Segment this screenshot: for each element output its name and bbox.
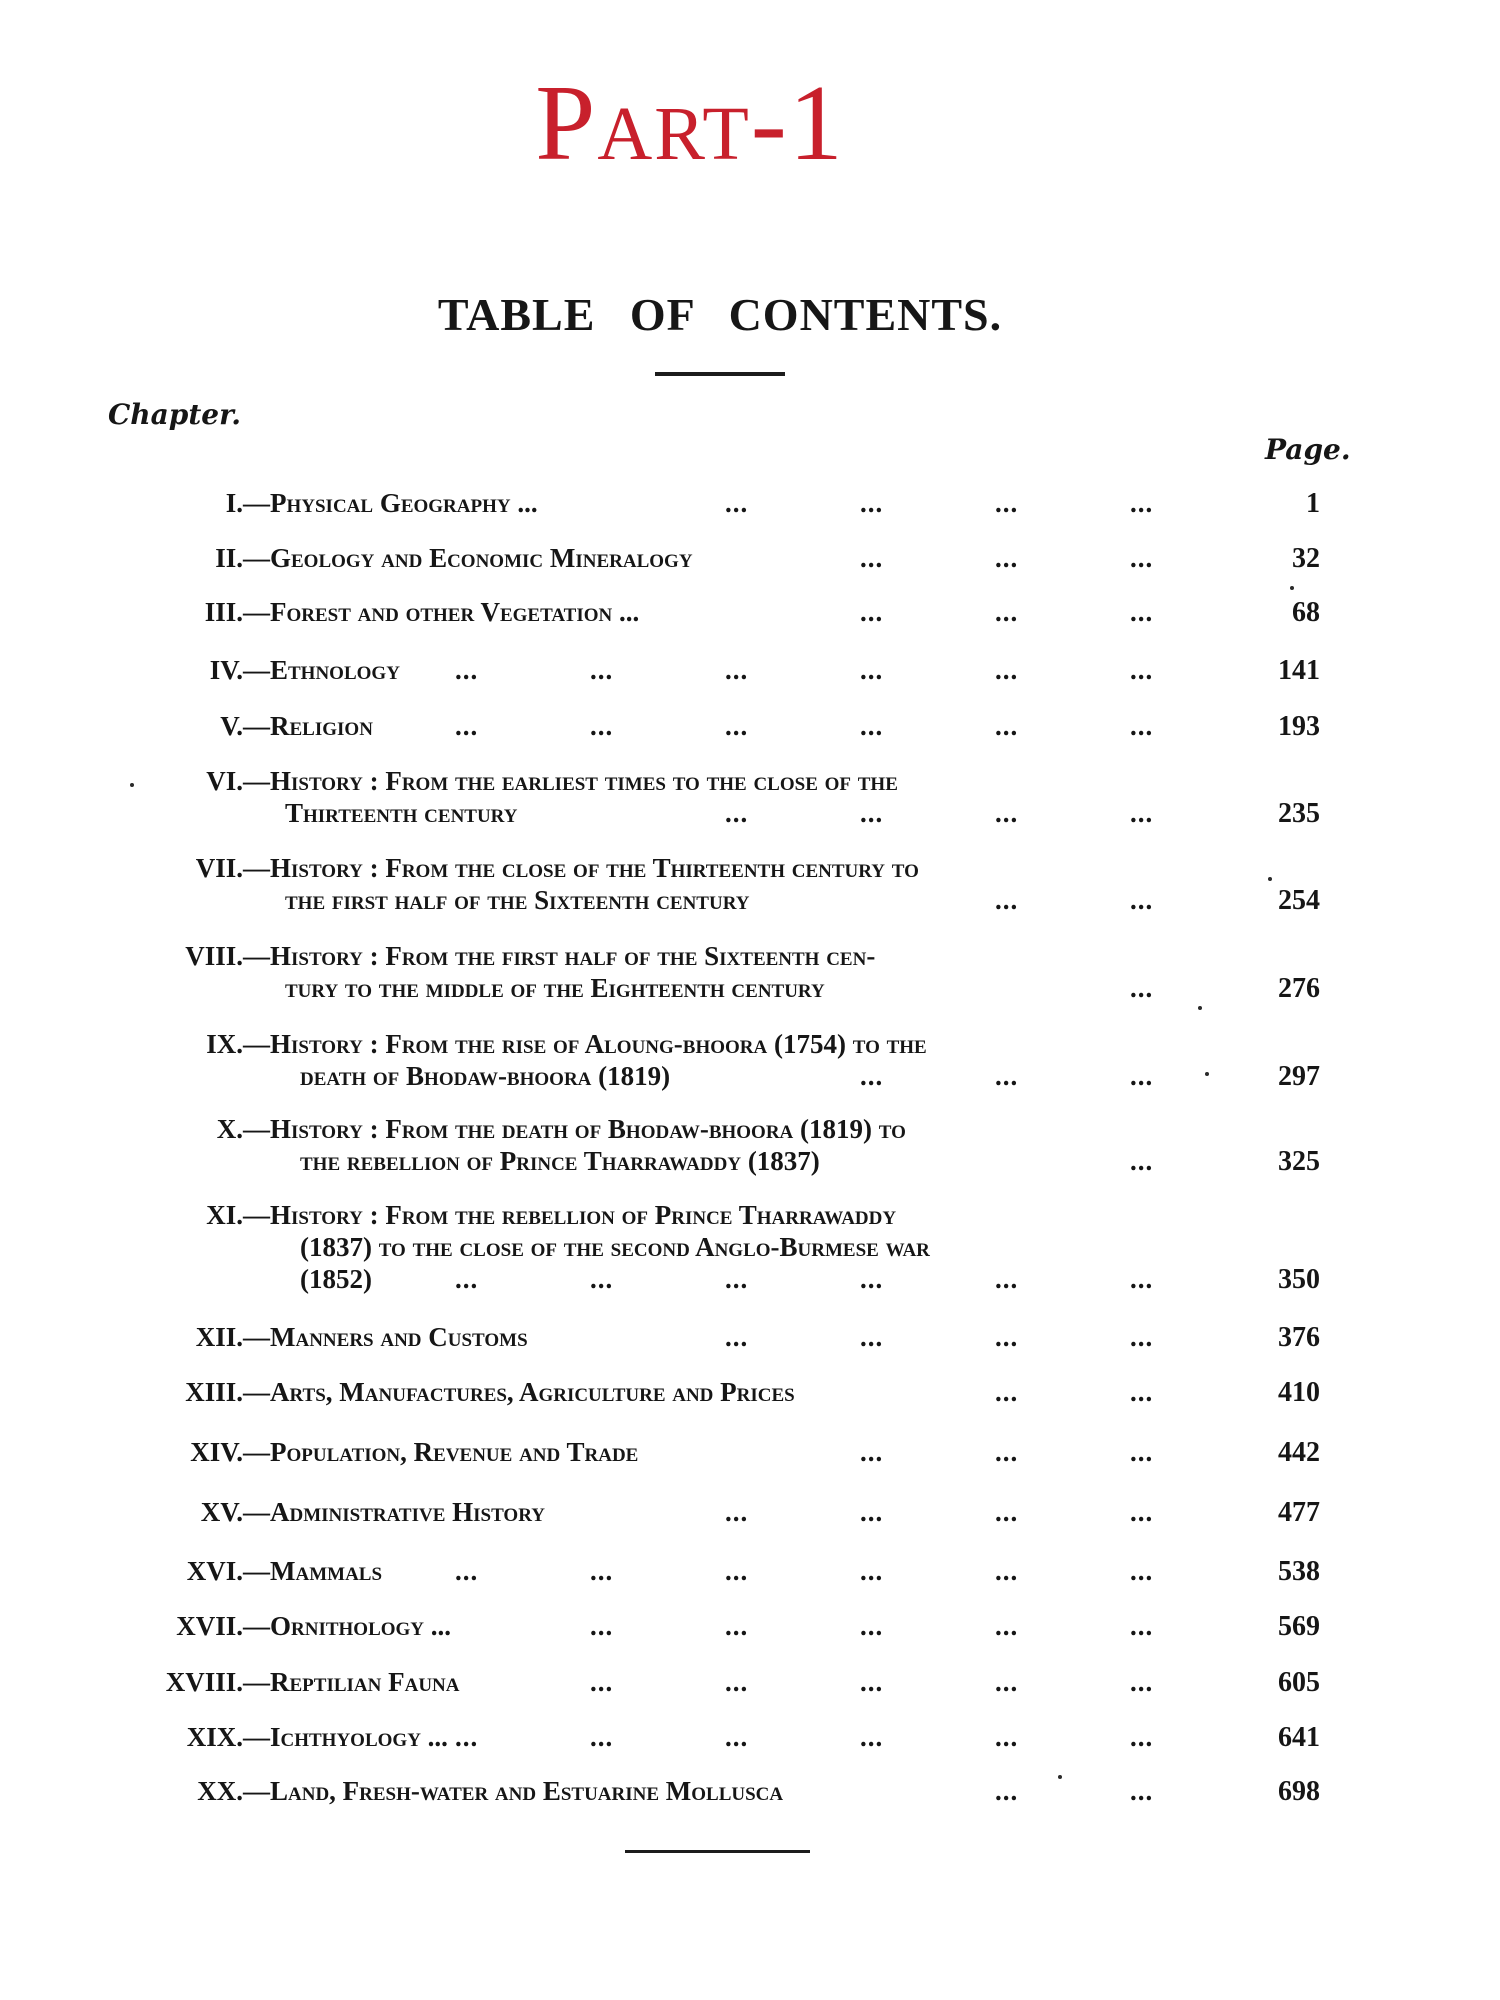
chapter-number: VI.: [206, 766, 243, 796]
closing-rule: [625, 1850, 810, 1853]
chapter-number: XVI.: [186, 1556, 243, 1586]
chapter-title: —Religion: [243, 711, 373, 741]
chapter-title-continued: tury to the middle of the Eighteenth century: [285, 973, 825, 1003]
chapter-title: —Physical Geography ...: [243, 488, 538, 518]
page-number: 32: [1292, 543, 1320, 574]
chapter-number: XIII.: [185, 1377, 243, 1407]
part-title: Part-1: [535, 64, 845, 183]
ink-speck: [1268, 877, 1272, 881]
page-number: 698: [1278, 1776, 1320, 1807]
toc-heading: TABLE OF CONTENTS.: [437, 289, 1003, 340]
chapter-number: XV.: [200, 1497, 243, 1527]
chapter-title: —Administrative History: [243, 1497, 545, 1527]
ink-speck: [1290, 586, 1294, 590]
chapter-title: —History : From the first half of the Sixteenth cen-: [243, 941, 876, 971]
chapter-number: XIV.: [190, 1437, 243, 1467]
chapter-number: XI.: [206, 1200, 243, 1230]
chapter-number: V.: [220, 711, 243, 741]
page-number: 68: [1292, 597, 1320, 628]
chapter-title-continued: the rebellion of Prince Tharrawaddy (1837): [300, 1146, 820, 1176]
chapter-title: —Mammals: [243, 1556, 383, 1586]
ink-speck: [1198, 1006, 1202, 1010]
chapter-title: —Population, Revenue and Trade: [243, 1437, 639, 1467]
chapter-title: —Reptilian Fauna: [243, 1667, 460, 1697]
chapter-number: XII.: [195, 1322, 243, 1352]
page-number: 442: [1278, 1437, 1320, 1468]
chapter-title: —History : From the rebellion of Prince Tharrawaddy: [243, 1200, 897, 1230]
page-number: 276: [1278, 973, 1320, 1004]
page-number: 1: [1306, 488, 1320, 519]
chapter-number: II.: [215, 543, 243, 573]
chapter-number: VIII.: [185, 941, 243, 971]
ink-speck: [1058, 1775, 1062, 1779]
chapter-title: —Ornithology ...: [243, 1611, 452, 1641]
page-number: 605: [1278, 1667, 1320, 1698]
chapter-number: XIX.: [186, 1722, 243, 1752]
page-number: 235: [1278, 798, 1320, 829]
document-page: Part-1 TABLE OF CONTENTS. Chapter. Page. I. —Physical Geography ... ... ... ... ... 1 II. —Geology and Economic Mineralogy ... ... ... 32 III. —Forest and other Vegetation ... ... ... ... 68 IV. —Ethnology ... ... ... ... ... ... 141 V. —Religion ... ... ... ... ... ... 193 VI. —History : From the earliest times to the close of the Thirteenth century ... ... ... ... 235 VII. —History : From the close of the Thirteenth century to the first half of the Sixteenth century ... ... 254 VIII. —History : From the first half of the Sixteenth cen- tury to the middle of the Eighteenth century ... 276 IX. —History : From the rise of Aloung-bhoora (1754) to the death of Bhodaw-bhoora (1819) ... ... ... 297 X. —History : From the death of Bhodaw-bhoora (1819) to the rebellion of Prince Tharrawaddy (1837) ... 325 XI. —History : From the rebellion of Prince Tharrawaddy (1837) to the close of the second Anglo-Burmese war (1852) ... ... ... ... ... ... 350 XII. —Manners and Customs ... ... ... ... 376 XIII. —Arts, Manufactures, Agriculture and Prices ... ... 410 XIV. —Population, Revenue and Trade ... ... ... 442 XV. —Administrative History ... ... ... ... 477 XVI. —Mammals ... ... ... ... ... ... 538 XVII. —Ornithology ... ... ... ... ... ... 569 XVIII. —Reptilian Fauna ... ... ... ... ... 605 XIX. —Ichthyology ... ... ... ... ... ... ... 641 XX. —Land, Fresh-water and Estuarine Mollusca ... ... 698: [0, 0, 1500, 2000]
chapter-number: XVII.: [176, 1611, 243, 1641]
chapter-title-continued: the first half of the Sixteenth century: [285, 885, 750, 915]
chapter-title: —Ethnology: [243, 655, 400, 685]
page-number: 350: [1278, 1264, 1320, 1295]
page-number: 477: [1278, 1497, 1320, 1528]
heading-rule: [655, 372, 785, 376]
chapter-title-continued: death of Bhodaw-bhoora (1819): [300, 1061, 671, 1091]
page-number: 410: [1278, 1377, 1320, 1408]
page-number: 254: [1278, 885, 1320, 916]
ink-speck: [130, 783, 134, 787]
page-number: 376: [1278, 1322, 1320, 1353]
chapter-title: —History : From the earliest times to the close of the: [243, 766, 898, 796]
chapter-number: X.: [216, 1114, 243, 1144]
page-number: 569: [1278, 1611, 1320, 1642]
chapter-number: XVIII.: [165, 1667, 243, 1697]
chapter-number: IX.: [206, 1029, 243, 1059]
page-number: 538: [1278, 1556, 1320, 1587]
chapter-number: I.: [225, 488, 243, 518]
chapter-number: IV.: [209, 655, 243, 685]
page-number: 297: [1278, 1061, 1320, 1092]
chapter-title: —Geology and Economic Mineralogy: [243, 543, 693, 573]
chapter-title: —History : From the rise of Aloung-bhoora (1754) to the: [243, 1029, 927, 1059]
ink-speck: [1205, 1072, 1209, 1076]
page-number: 325: [1278, 1146, 1320, 1177]
chapter-title: —Arts, Manufactures, Agriculture and Prices: [243, 1377, 795, 1407]
chapter-number: VII.: [195, 853, 243, 883]
chapter-title: —Ichthyology ...: [243, 1722, 448, 1752]
chapter-title-continued: (1837) to the close of the second Anglo-Burmese war: [300, 1232, 930, 1262]
chapter-title: —History : From the death of Bhodaw-bhoora (1819) to: [243, 1114, 906, 1144]
chapter-title-continued: Thirteenth century: [285, 798, 518, 828]
chapter-title: —Manners and Customs: [243, 1322, 528, 1352]
chapter-column-label: Chapter.: [108, 398, 242, 431]
chapter-title-continued: (1852): [300, 1264, 372, 1294]
chapter-title: —Land, Fresh-water and Estuarine Mollusca: [243, 1776, 784, 1806]
chapter-number: XX.: [197, 1776, 243, 1806]
chapter-number: III.: [204, 597, 243, 627]
page-number: 141: [1278, 655, 1320, 686]
chapter-title: —Forest and other Vegetation ...: [243, 597, 640, 627]
chapter-title: —History : From the close of the Thirteenth century to: [243, 853, 919, 883]
page-number: 193: [1278, 711, 1320, 742]
page-number: 641: [1278, 1722, 1320, 1753]
page-column-label: Page.: [1265, 433, 1351, 466]
